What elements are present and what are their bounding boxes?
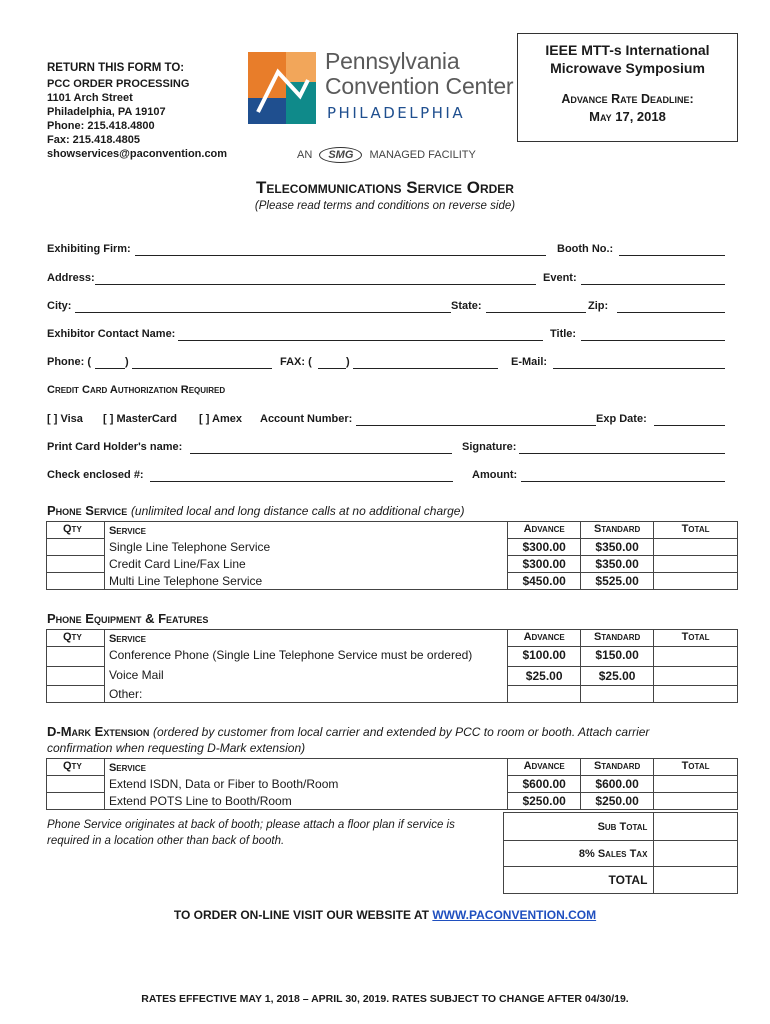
standard-cell: $600.00 (581, 776, 654, 793)
total-cell[interactable] (654, 793, 738, 810)
booth-no-label: Booth No.: (557, 243, 614, 255)
total-cell[interactable] (654, 776, 738, 793)
check-field[interactable] (150, 481, 453, 482)
sub-total-value[interactable] (654, 813, 738, 841)
return-line: PCC ORDER PROCESSING (47, 78, 190, 90)
phone-service-note: (unlimited local and long distance calls at no additional charge) (130, 504, 465, 518)
phone-service-heading (47, 503, 464, 518)
qty-cell[interactable] (47, 686, 105, 703)
equipment-heading: Phone Equipment & Features (47, 611, 209, 626)
total-value[interactable] (654, 867, 738, 894)
dmark-table (46, 758, 738, 810)
return-line: Phone: 215.418.4800 (47, 120, 155, 132)
email-field[interactable] (553, 368, 725, 369)
exp-date-label: Exp Date: (596, 413, 647, 425)
city-label: City: (47, 300, 72, 312)
deadline-label: Advance Rate Deadline: (561, 92, 694, 106)
smg-managed-line (297, 147, 476, 163)
total-header: Total (654, 522, 738, 539)
origin-note-line2: required in a location other than back of booth. (47, 835, 285, 847)
title-field[interactable] (581, 340, 725, 341)
standard-cell: $250.00 (581, 793, 654, 810)
cc-heading: Credit Card Authorization Required (47, 384, 226, 396)
signature-field[interactable] (519, 453, 725, 454)
service-header: Service (108, 525, 146, 537)
advance-cell: $100.00 (508, 647, 581, 667)
qty-header: Qty (47, 759, 105, 776)
standard-header: Standard (581, 630, 654, 647)
standard-cell: $350.00 (581, 556, 654, 573)
event-name-line2: Microwave Symposium (550, 60, 705, 76)
advance-cell: $25.00 (508, 667, 581, 686)
equipment-table (46, 629, 738, 703)
table-row (47, 776, 738, 793)
advance-header: Advance (508, 759, 581, 776)
table-row (47, 793, 738, 810)
table-row (47, 522, 738, 539)
logo-name-line1: Pennsylvania (325, 48, 460, 74)
smg-logo: SMG (319, 147, 362, 163)
total-header: Total (654, 630, 738, 647)
qty-cell[interactable] (47, 793, 105, 810)
event-name-line1: IEEE MTT-s International (545, 42, 710, 58)
event-field[interactable] (581, 284, 725, 285)
address-field[interactable] (95, 284, 536, 285)
return-line: Fax: 215.418.4805 (47, 134, 140, 146)
smg-suffix: MANAGED FACILITY (369, 149, 476, 161)
total-cell[interactable] (654, 556, 738, 573)
return-line: Philadelphia, PA 19107 (47, 106, 166, 118)
advance-cell: $300.00 (508, 539, 581, 556)
contact-name-field[interactable] (178, 340, 543, 341)
phone-number-field[interactable] (132, 368, 272, 369)
origin-note (47, 817, 497, 849)
advance-cell: $450.00 (508, 573, 581, 590)
sales-tax-value[interactable] (654, 841, 738, 867)
table-row (47, 759, 738, 776)
website-link[interactable]: WWW.PACONVENTION.COM (432, 908, 597, 922)
dmark-note-1: (ordered by customer from local carrier and extended by PCC to room or booth. Attach carrier (152, 725, 650, 739)
standard-cell: $150.00 (581, 647, 654, 667)
advance-cell: $300.00 (508, 556, 581, 573)
standard-cell: $525.00 (581, 573, 654, 590)
total-cell[interactable] (654, 647, 738, 667)
totals-table (503, 812, 738, 894)
phone-label: Phone: ( (47, 356, 91, 368)
table-row (47, 667, 738, 686)
total-cell[interactable] (654, 686, 738, 703)
advance-header: Advance (508, 522, 581, 539)
pcc-logo-icon (248, 52, 318, 124)
dmark-heading (47, 724, 747, 756)
booth-no-field[interactable] (619, 255, 725, 256)
address-label: Address: (47, 272, 95, 284)
card-holder-label: Print Card Holder's name: (47, 441, 183, 453)
table-row (504, 813, 738, 841)
state-field[interactable] (486, 312, 586, 313)
return-title: RETURN THIS FORM TO: (47, 62, 185, 74)
advance-cell (508, 686, 581, 703)
mastercard-checkbox[interactable]: [ ] MasterCard (103, 413, 177, 425)
table-row (504, 867, 738, 894)
service-cell: Credit Card Line/Fax Line (104, 556, 507, 573)
qty-cell[interactable] (47, 573, 105, 590)
standard-header: Standard (581, 522, 654, 539)
dmark-note-2: confirmation when requesting D-Mark extension) (47, 741, 306, 755)
total-header: Total (654, 759, 738, 776)
logo-name-line2: Convention Center (325, 73, 514, 99)
qty-cell[interactable] (47, 776, 105, 793)
card-holder-field[interactable] (190, 453, 452, 454)
phone-area-field[interactable] (95, 368, 125, 369)
total-cell[interactable] (654, 667, 738, 686)
advance-cell: $250.00 (508, 793, 581, 810)
logo-city: PHILADELPHIA (327, 104, 466, 122)
sales-tax-label: 8% Sales Tax (504, 841, 654, 867)
qty-header: Qty (47, 630, 105, 647)
event-deadline-box (517, 33, 738, 142)
city-field[interactable] (75, 312, 451, 313)
qty-cell[interactable] (47, 647, 105, 667)
page-subtitle: (Please read terms and conditions on reverse side) (254, 200, 516, 212)
return-line: showservices@paconvention.com (47, 148, 228, 160)
website-line (0, 908, 770, 922)
title-label: Title: (550, 328, 577, 340)
dmark-title: D-Mark Extension (47, 724, 150, 739)
return-line: 1101 Arch Street (47, 92, 133, 104)
table-row (47, 556, 738, 573)
zip-label: Zip: (588, 300, 609, 312)
table-row (47, 647, 738, 667)
phone-paren: ) (125, 356, 129, 368)
deadline-date: May 17, 2018 (589, 109, 666, 124)
amount-field[interactable] (521, 481, 725, 482)
qty-cell[interactable] (47, 556, 105, 573)
service-cell: Voice Mail (104, 667, 507, 686)
amount-label: Amount: (472, 469, 518, 481)
event-label: Event: (543, 272, 577, 284)
smg-prefix: AN (297, 149, 313, 161)
amex-checkbox[interactable]: [ ] Amex (199, 413, 242, 425)
rates-notice: RATES EFFECTIVE MAY 1, 2018 – APRIL 30, 2019. RATES SUBJECT TO CHANGE AFTER 04/30/19. (141, 993, 629, 1005)
phone-service-title: Phone Service (47, 503, 128, 518)
fax-paren: ) (346, 356, 350, 368)
table-row (47, 686, 738, 703)
account-number-field[interactable] (356, 425, 596, 426)
account-number-label: Account Number: (260, 413, 353, 425)
service-cell: Other: (104, 686, 507, 703)
standard-cell: $25.00 (581, 667, 654, 686)
website-prefix: TO ORDER ON-LINE VISIT OUR WEBSITE AT (173, 908, 433, 922)
advance-cell: $600.00 (508, 776, 581, 793)
standard-header: Standard (581, 759, 654, 776)
service-cell: Single Line Telephone Service (104, 539, 507, 556)
total-cell[interactable] (654, 573, 738, 590)
visa-checkbox[interactable]: [ ] Visa (47, 413, 83, 425)
fax-number-field[interactable] (353, 368, 498, 369)
page-title: Telecommunications Service Order (256, 178, 514, 197)
state-label: State: (451, 300, 482, 312)
fax-label: FAX: ( (280, 356, 312, 368)
check-label: Check enclosed #: (47, 469, 144, 481)
sub-total-label: Sub Total (504, 813, 654, 841)
zip-field[interactable] (617, 312, 725, 313)
table-row (504, 841, 738, 867)
total-label: TOTAL (504, 867, 654, 894)
qty-cell[interactable] (47, 667, 105, 686)
contact-name-label: Exhibitor Contact Name: (47, 328, 176, 340)
service-cell: Conference Phone (Single Line Telephone Service must be ordered) (104, 647, 507, 667)
standard-cell: $350.00 (581, 539, 654, 556)
service-cell: Multi Line Telephone Service (104, 573, 507, 590)
fax-area-field[interactable] (318, 368, 346, 369)
origin-note-line1: Phone Service originates at back of booth; please attach a floor plan if service is (47, 819, 455, 831)
table-row (47, 630, 738, 647)
standard-cell (581, 686, 654, 703)
qty-header: Qty (47, 522, 105, 539)
phone-service-table (46, 521, 738, 590)
exhibiting-firm-field[interactable] (135, 255, 546, 256)
service-header: Service (108, 762, 146, 774)
table-row (47, 539, 738, 556)
total-cell[interactable] (654, 539, 738, 556)
service-header: Service (108, 633, 146, 645)
exhibiting-firm-label: Exhibiting Firm: (47, 243, 131, 255)
return-address (47, 61, 227, 161)
service-cell: Extend POTS Line to Booth/Room (104, 793, 507, 810)
exp-date-field[interactable] (654, 425, 725, 426)
qty-cell[interactable] (47, 539, 105, 556)
signature-label: Signature: (462, 441, 517, 453)
advance-header: Advance (508, 630, 581, 647)
table-row (47, 573, 738, 590)
email-label: E-Mail: (511, 356, 548, 368)
service-cell: Extend ISDN, Data or Fiber to Booth/Room (104, 776, 507, 793)
